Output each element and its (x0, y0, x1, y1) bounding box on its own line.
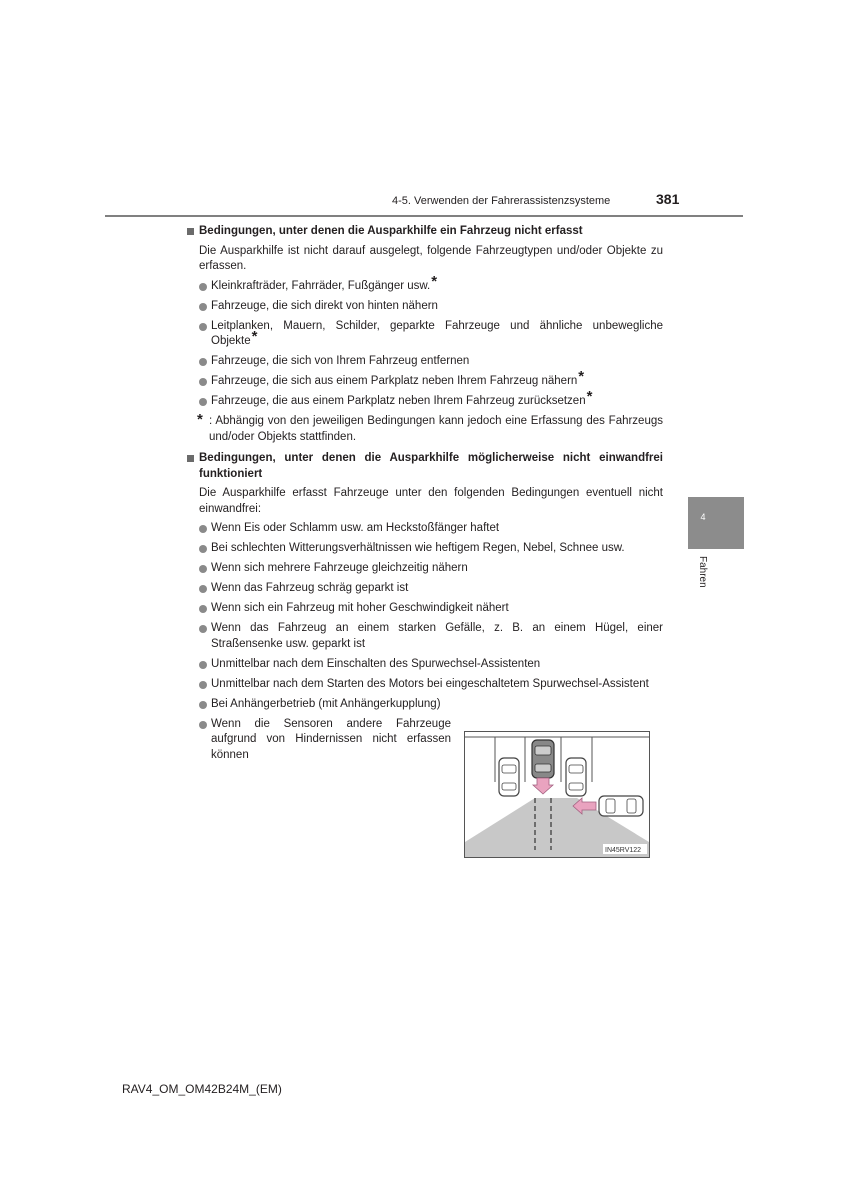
chapter-tab-number: 4 (700, 512, 706, 522)
section1-heading: Bedingungen, unter denen die Ausparkhilfe ein Fahrzeug nicht erfasst (187, 224, 663, 240)
footnote-star: * (251, 328, 258, 345)
list-item: Wenn sich mehrere Fahrzeuge gleichzeitig nähern (199, 561, 663, 577)
footnote-mark: * (197, 411, 203, 428)
parking-diagram (464, 731, 650, 858)
footnote-star: * (431, 272, 438, 290)
list-item: Wenn Eis oder Schlamm usw. am Heckstoßfänger haftet (199, 521, 663, 537)
footer-doc-id: RAV4_OM_OM42B24M_(EM) (122, 1082, 282, 1096)
list-item: Wenn sich ein Fahrzeug mit hoher Geschwindigkeit nähert (199, 601, 663, 617)
parked-car-icon (566, 758, 586, 796)
header-rule (105, 215, 743, 217)
parked-car-icon (499, 758, 519, 796)
approaching-car-icon (599, 796, 643, 816)
page-number: 381 (656, 191, 680, 207)
section1-intro: Die Ausparkhilfe ist nicht darauf ausgelegt, folgende Fahrzeugtypen und/oder Objekte zu erfassen. (199, 244, 663, 272)
section2-intro: Die Ausparkhilfe erfasst Fahrzeuge unter den folgenden Bedingungen eventuell nicht einwandfrei: (199, 487, 663, 515)
figure-code: IN45RV122 (605, 846, 642, 854)
footnote (187, 411, 663, 445)
reverse-arrow-icon (533, 778, 553, 794)
list-item: Bei Anhängerbetrieb (mit Anhängerkupplung) (199, 697, 663, 713)
footnote-star: * (578, 368, 585, 385)
section1-list (187, 272, 663, 410)
list-item: Unmittelbar nach dem Starten des Motors bei eingeschaltetem Spurwechsel-Assistent (199, 677, 663, 693)
list-item: Fahrzeuge, die sich von Ihrem Fahrzeug entfernen (199, 354, 663, 370)
main-content (187, 224, 663, 854)
section2-heading: Bedingungen, unter denen die Ausparkhilfe möglicherweise nicht einwandfrei funktioniert (187, 451, 663, 482)
list-item: Kleinkrafträder, Fahrräder, Fußgänger usw.* (199, 279, 663, 295)
list-item: Fahrzeuge, die sich aus einem Parkplatz neben Ihrem Fahrzeug nähern* (199, 374, 663, 390)
list-item: Wenn das Fahrzeug schräg geparkt ist (199, 581, 663, 597)
list-item: Wenn das Fahrzeug an einem starken Gefälle, z. B. an einem Hügel, einer Straßensenke usw. geparkt ist (199, 621, 663, 652)
chapter-tab[interactable] (688, 497, 744, 549)
list-item: Fahrzeuge, die aus einem Parkplatz neben Ihrem Fahrzeug zurücksetzen* (199, 394, 663, 410)
chapter-tab-label: Fahren (697, 556, 708, 588)
footnote-star: * (586, 388, 593, 405)
header-section-title: 4-5. Verwenden der Fahrerassistenzsysteme (392, 195, 611, 207)
list-item: Leitplanken, Mauern, Schilder, geparkte Fahrzeuge und ähnliche unbewegliche Objekte* (199, 319, 663, 350)
list-item: Wenn die Sensoren andere Fahrzeuge aufgrund von Hindernissen nicht erfassen können (199, 717, 451, 764)
list-item: Unmittelbar nach dem Einschalten des Spurwechsel-Assistenten (199, 657, 663, 673)
own-vehicle-icon (532, 740, 554, 778)
list-item: Bei schlechten Witterungsverhältnissen wie heftigem Regen, Nebel, Schnee usw. (199, 541, 663, 557)
section2-list (187, 521, 663, 712)
footnote-text: : Abhängig von den jeweiligen Bedingungen kann jedoch eine Erfassung des Fahrzeugs und/oder Objekts stattfinden. (209, 415, 663, 443)
list-item: Fahrzeuge, die sich direkt von hinten nähern (199, 299, 663, 315)
